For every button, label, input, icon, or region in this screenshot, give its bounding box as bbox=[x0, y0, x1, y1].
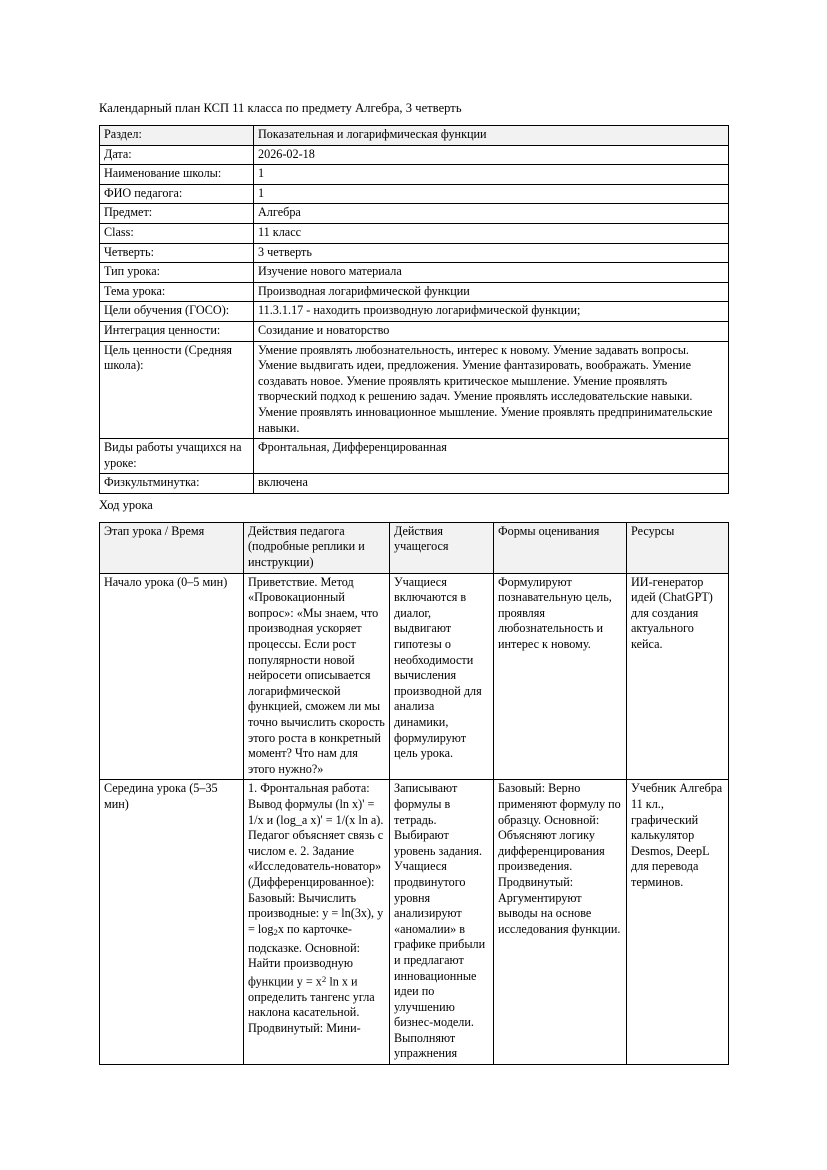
lesson-info-table bbox=[99, 125, 729, 494]
info-table-row bbox=[100, 439, 729, 474]
info-row-value: 11 класс bbox=[254, 223, 729, 243]
resources-cell: ИИ-генератор идей (ChatGPT) для создания актуального кейса. bbox=[627, 573, 729, 780]
info-table-row bbox=[100, 282, 729, 302]
info-row-label: Предмет: bbox=[100, 204, 254, 224]
info-row-label: Тема урока: bbox=[100, 282, 254, 302]
assessment-forms-cell: Базовый: Верно применяют формулу по образцу. Основной: Объясняют логику дифференцирования произведения. Продвинутый: Аргументируют выводы на основе исследования функции. bbox=[494, 780, 627, 1065]
info-row-label: Цель ценности (Средняя школа): bbox=[100, 341, 254, 439]
info-table-row bbox=[100, 145, 729, 165]
lesson-stage-cell: Начало урока (0–5 мин) bbox=[100, 573, 244, 780]
section-caption-lesson-flow: Ход урока bbox=[99, 497, 153, 512]
student-actions-cell: Учащиеся включаются в диалог, выдвигают гипотезы о необходимости вычисления производной для анализа динамики, формулируют цель урока. bbox=[390, 573, 494, 780]
lesson-stage-cell: Середина урока (5–35 мин) bbox=[100, 780, 244, 1065]
info-table-row bbox=[100, 341, 729, 439]
teacher-actions-cell: 1. Фронтальная работа: Вывод формулы (ln x)' = 1/x и (log_a x)' = 1/(x ln a). Педагог объясняет связь с числом e. 2. Задание «Исследователь-новатор» (Дифференцированное): Базовый: Вычислить производные: y = ln(3x), $y = \log_2x$ по карточке-подсказке. Основной: Найти производную функции $y = x^2$ ln x и определить тангенс угла наклона касательной. Продвинутый: Мини- bbox=[244, 780, 390, 1065]
lesson-column-header: Действия учащегося bbox=[390, 522, 494, 573]
info-table-row bbox=[100, 204, 729, 224]
lesson-flow-table bbox=[99, 522, 729, 1065]
info-row-value: Умение проявлять любознательность, интерес к новому. Умение задавать вопросы. Умение выдвигать идеи, предложения. Умение фантазировать, воображать. Умение создавать новое. Умение проявлять критическое мышление. Умение проявлять творческий подход к решению задач. Умение проявлять исследовательские навыки. Умение проявлять инновационное мышление. Умение проявлять предпринимательские навыки. bbox=[254, 341, 729, 439]
info-row-value: Созидание и новаторство bbox=[254, 321, 729, 341]
lesson-column-header: Этап урока / Время bbox=[100, 522, 244, 573]
info-row-value: Фронтальная, Дифференцированная bbox=[254, 439, 729, 474]
teacher-actions-cell: Приветствие. Метод «Провокационный вопрос»: «Мы знаем, что производная ускоряет процессы. Если рост популярности новой нейросети описывается логарифмической функцией, сможем ли мы точно вычислить скорость этого роста в конкретный момент? Что нам для этого нужно?» bbox=[244, 573, 390, 780]
info-row-value: 3 четверть bbox=[254, 243, 729, 263]
info-row-value: Алгебра bbox=[254, 204, 729, 224]
info-row-value: Показательная и логарифмическая функции bbox=[254, 126, 729, 146]
info-row-label: Раздел: bbox=[100, 126, 254, 146]
lesson-table-row bbox=[100, 780, 729, 1065]
info-row-value: 1 bbox=[254, 165, 729, 185]
info-row-label: Цели обучения (ГОСО): bbox=[100, 302, 254, 322]
info-table-row bbox=[100, 263, 729, 283]
info-table-row bbox=[100, 126, 729, 146]
info-row-value: 2026-02-18 bbox=[254, 145, 729, 165]
info-row-label: Class: bbox=[100, 223, 254, 243]
lesson-column-header: Формы оценивания bbox=[494, 522, 627, 573]
info-row-label: ФИО педагога: bbox=[100, 184, 254, 204]
student-actions-cell: Записывают формулы в тетрадь. Выбирают уровень задания. Учащиеся продвинутого уровня анализируют «аномалии» в графике прибыли и предлагают инновационные идеи по улучшению бизнес-модели. Выполняют упражнения bbox=[390, 780, 494, 1065]
info-table-row bbox=[100, 165, 729, 185]
info-row-value: 11.3.1.17 - находить производную логарифмической функции; bbox=[254, 302, 729, 322]
info-row-label: Четверть: bbox=[100, 243, 254, 263]
info-row-value: Изучение нового материала bbox=[254, 263, 729, 283]
info-table-row bbox=[100, 223, 729, 243]
info-table-row bbox=[100, 474, 729, 494]
lesson-table-header-row bbox=[100, 522, 729, 573]
lesson-table-row bbox=[100, 573, 729, 780]
info-table-row bbox=[100, 321, 729, 341]
page-title: Календарный план КСП 11 класса по предмету Алгебра, 3 четверть bbox=[99, 101, 462, 115]
info-table-row bbox=[100, 243, 729, 263]
info-row-value: Производная логарифмической функции bbox=[254, 282, 729, 302]
info-table-row bbox=[100, 184, 729, 204]
info-row-label: Виды работы учащихся на уроке: bbox=[100, 439, 254, 474]
info-row-label: Дата: bbox=[100, 145, 254, 165]
info-row-label: Физкультминутка: bbox=[100, 474, 254, 494]
lesson-column-header: Действия педагога (подробные реплики и инструкции) bbox=[244, 522, 390, 573]
info-row-value: включена bbox=[254, 474, 729, 494]
info-row-label: Наименование школы: bbox=[100, 165, 254, 185]
resources-cell: Учебник Алгебра 11 кл., графический калькулятор Desmos, DeepL для перевода терминов. bbox=[627, 780, 729, 1065]
info-table-row bbox=[100, 302, 729, 322]
info-row-value: 1 bbox=[254, 184, 729, 204]
info-row-label: Интеграция ценности: bbox=[100, 321, 254, 341]
info-row-label: Тип урока: bbox=[100, 263, 254, 283]
assessment-forms-cell: Формулируют познавательную цель, проявляя любознательность и интерес к новому. bbox=[494, 573, 627, 780]
lesson-column-header: Ресурсы bbox=[627, 522, 729, 573]
